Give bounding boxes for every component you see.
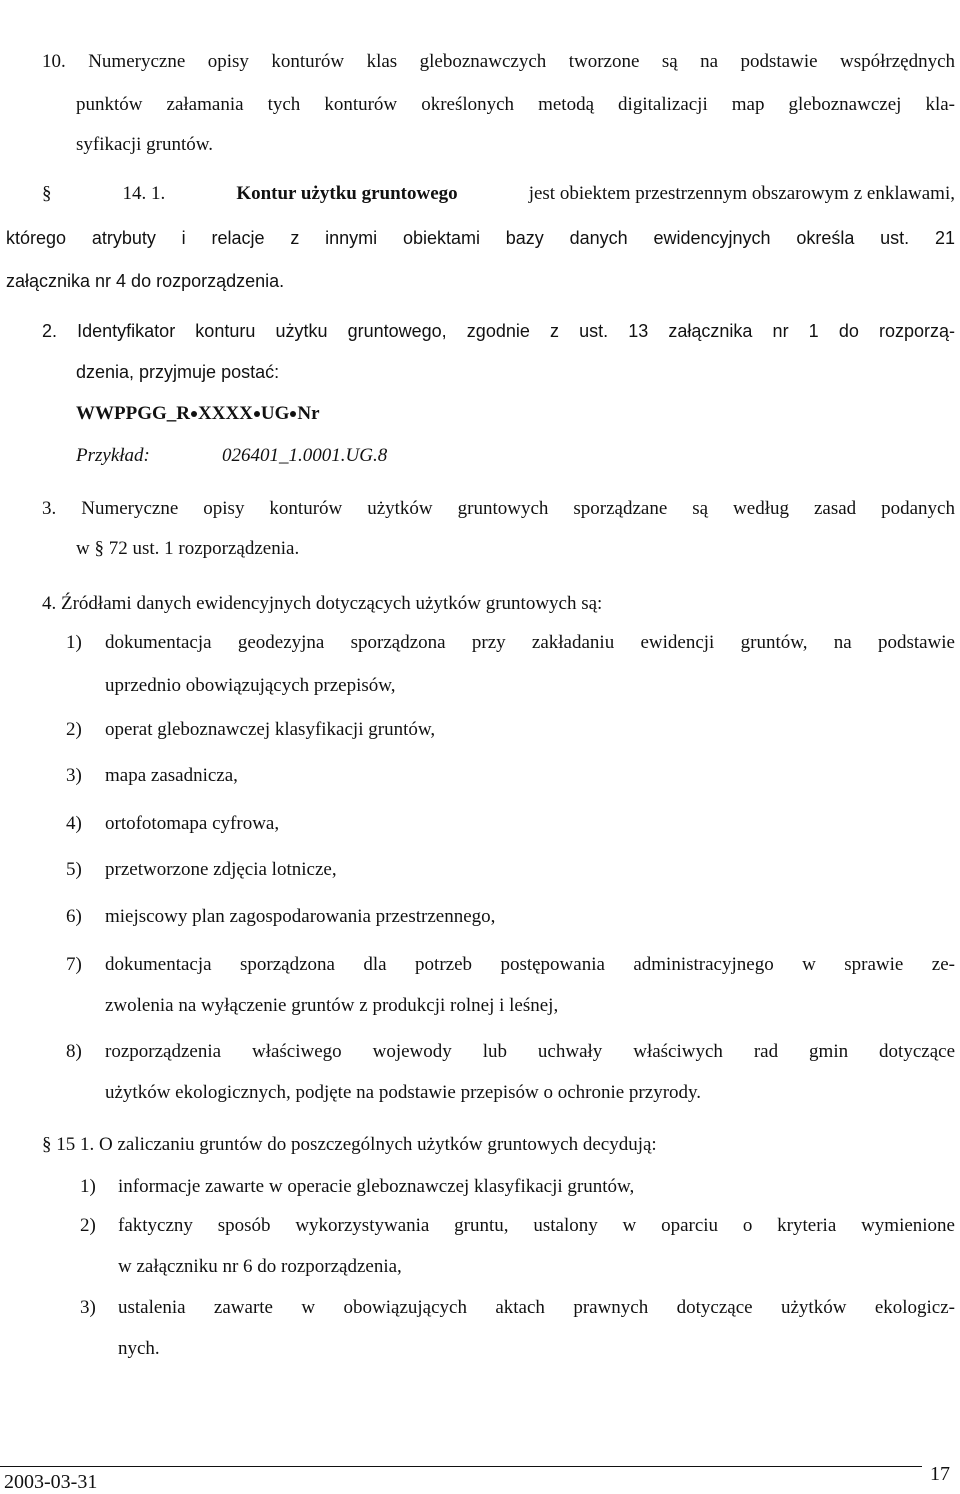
s14-line-3: załącznika nr 4 do rozporządzenia. (6, 271, 285, 291)
list-item-cont: w załączniku nr 6 do rozporządzenia, (118, 1256, 402, 1277)
s14-line-1-rest: jest obiektem przestrzennym obszarowym z enklawami, (528, 183, 955, 204)
s10-line-3: syfikacji gruntów. (76, 134, 214, 155)
s15-intro-line (42, 1133, 657, 1157)
list-item: miejscowy plan zagospodarowania przestrzennego, (105, 906, 496, 927)
list-item: faktyczny sposób wykorzystywania gruntu, ustalony w oparciu o kryteria wymienione (118, 1215, 955, 1236)
list-item-cont: użytków ekologicznych, podjęte na podstawie przepisów o ochronie przyrody. (105, 1082, 702, 1103)
footer-date: 2003-03-31 (4, 1471, 98, 1493)
p3-rest: 72 ust. 1 rozporządzenia. (108, 538, 300, 559)
s14-number: 14. 1. (122, 183, 166, 204)
example-label: Przykład: (76, 445, 150, 466)
list-item-number: 1) (80, 1176, 96, 1197)
s14-bold-term: Kontur użytku gruntowego (236, 183, 458, 204)
format-part-ug: UG (260, 403, 290, 424)
s14-p2-line-1: 2. Identyfikator konturu użytku gruntowego, zgodnie z ust. 13 załącznika nr 1 do rozporzą- (42, 321, 955, 341)
identifier-format (76, 402, 320, 426)
dot-separator (254, 411, 260, 417)
s10-line-1: 10. Numeryczne opisy konturów klas gleboznawczych tworzone są na podstawie współrzędnych (42, 51, 955, 72)
format-part-nr: Nr (297, 403, 320, 424)
list-item: dokumentacja sporządzona dla potrzeb postępowania administracyjnego w sprawie ze- (105, 954, 955, 975)
list-item: przetworzone zdjęcia lotnicze, (105, 859, 337, 880)
footer-divider (0, 1466, 922, 1467)
list-item-number: 3) (80, 1297, 96, 1318)
section-mark: § (42, 1134, 52, 1155)
example-value: 026401_1.0001.UG.8 (222, 445, 388, 466)
s14-line-2: którego atrybuty i relacje z innymi obiektami bazy danych ewidencyjnych określa ust. 21 (6, 228, 955, 248)
list-item-number: 6) (66, 906, 82, 927)
list-item-number: 3) (66, 765, 82, 786)
list-item: informacje zawarte w operacie gleboznawczej klasyfikacji gruntów, (118, 1176, 635, 1197)
dot-separator (290, 411, 296, 417)
list-item-number: 4) (66, 813, 82, 834)
s14-p3-line-2 (76, 537, 299, 561)
list-item-number: 1) (66, 632, 82, 653)
list-item: ustalenia zawarte w obowiązujących aktach prawnych dotyczące użytków ekologicz- (118, 1297, 955, 1318)
list-item: ortofotomapa cyfrowa, (105, 813, 280, 834)
list-item-cont: nych. (118, 1338, 160, 1359)
list-item-number: 8) (66, 1041, 82, 1062)
s14-p2-line-2: dzenia, przyjmuje postać: (76, 362, 280, 382)
list-item-number: 2) (66, 719, 82, 740)
section-mark: § (42, 183, 52, 204)
list-item-cont: zwolenia na wyłączenie gruntów z produkcji rolnej i leśnej, (105, 995, 559, 1016)
s10-line-2: punktów załamania tych konturów określonych metodą digitalizacji map gleboznawczej kla- (76, 94, 955, 115)
s14-p3-line-1: 3. Numeryczne opisy konturów użytków gruntowych sporządzane są według zasad podanych (42, 498, 955, 519)
list-item-number: 7) (66, 954, 82, 975)
section-mark: § (94, 538, 104, 559)
format-part-xxxx: XXXX (198, 403, 253, 424)
list-item-number: 5) (66, 859, 82, 880)
s15-intro: 15 1. O zaliczaniu gruntów do poszczególnych użytków gruntowych decydują: (56, 1134, 657, 1155)
list-item: dokumentacja geodezyjna sporządzona przy zakładaniu ewidencji gruntów, na podstawie (105, 632, 955, 653)
list-item-cont: uprzednio obowiązujących przepisów, (105, 675, 396, 696)
list-item-number: 2) (80, 1215, 96, 1236)
p3-w: w (76, 538, 90, 559)
list-item: rozporządzenia właściwego wojewody lub uchwały właściwych rad gmin dotyczące (105, 1041, 955, 1062)
dot-separator (191, 411, 197, 417)
list-item: operat gleboznawczej klasyfikacji gruntów, (105, 719, 436, 740)
page-number: 17 (930, 1463, 950, 1485)
s14-p4-intro: 4. Źródłami danych ewidencyjnych dotyczących użytków gruntowych są: (42, 593, 603, 614)
s14-heading-line (42, 182, 955, 206)
format-part-wwppgg: WWPPGG_R (76, 403, 190, 424)
list-item: mapa zasadnicza, (105, 765, 238, 786)
